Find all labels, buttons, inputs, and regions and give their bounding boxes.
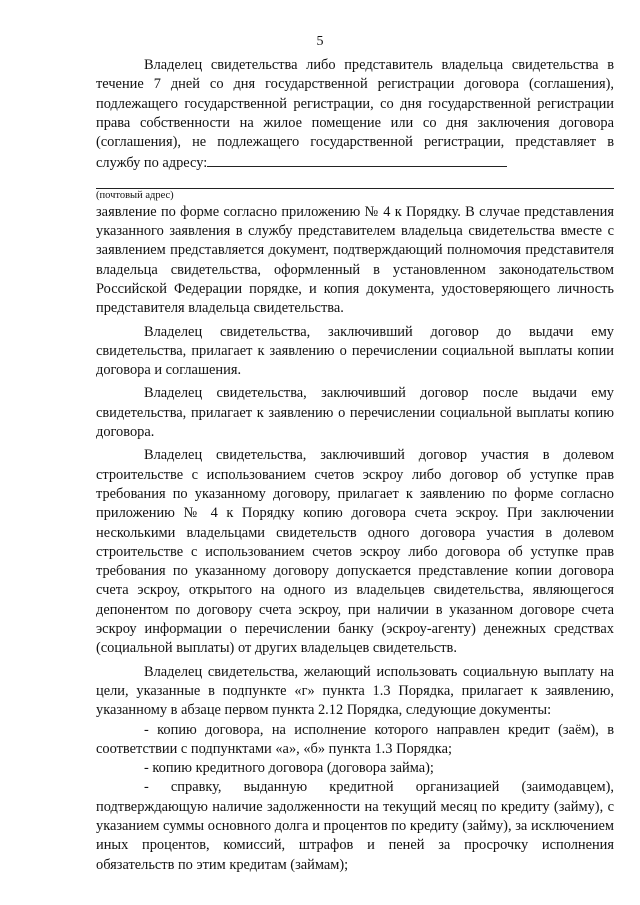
paragraph-escrow: Владелец свидетельства, заключивший договор участия в долевом строительстве с использованием счетов эскроу либо договор об уступке прав требования по указанному договору, прилагает к заявлению по форме согласно приложению № 4 к Порядку копию договора счета эскроу. При заключении несколькими владельцами свидетельств одного договора участия в долевом строительстве с использованием счетов эскроу либо договора об уступке прав требования по указанному договору допускается представление копии договора счета эскроу, открытого на одного из владельцев свидетельства, являющегося депонентом по договору счета эскроу, при наличии в указанном договоре счета эскроу информации о перечислении банку (эскроу-агенту) денежных средствах (социальной выплаты) от других владельцев свидетельств. bbox=[96, 447, 614, 657]
paragraph-application: заявление по форме согласно приложению № 4 к Порядку. В случае представления указанного заявления в службу представителем владельца свидетельства вместе с заявлением представляется документ, подтверждающий полномочия представителя владельца свидетельства, оформленный в установленном законодательством Российской Федерации порядке, и копия документа, удостоверяющего личность представителя владельца свидетельства. bbox=[96, 203, 614, 317]
paragraph-submission-text: Владелец свидетельства либо представитель владельца свидетельства в течение 7 дней со дня государственной регистрации договора (соглашения), подлежащего государственной регистрации, со дня государственной регистрации права собственности на жилое помещение или со дня заключения договора (соглашения), не подлежащего государственной регистрации, представляет в службу по адресу: bbox=[96, 57, 614, 172]
address-caption: (почтовый адрес) bbox=[96, 189, 174, 201]
document-body bbox=[96, 56, 614, 875]
page-number: 5 bbox=[316, 34, 324, 49]
paragraph-loan-purpose: Владелец свидетельства, желающий использовать социальную выплату на цели, указанные в подпункте «г» пункта 1.3 Порядка, прилагает к заявлению, указанному в абзаце первом пункта 2.12 Порядка, следующие документы: bbox=[96, 663, 614, 719]
list-item-contract-copy: - копию договора, на исполнение которого направлен кредит (заём), в соответствии с подпунктами «а», «б» пункта 1.3 Порядка; bbox=[96, 721, 614, 757]
paragraph-submission bbox=[96, 56, 614, 174]
list-item-debt-certificate: - справку, выданную кредитной организацией (заимодавцем), подтверждающую наличие задолженности на текущий месяц по кредиту (займу), с указанием суммы основного долга и процентов по кредиту (займу), за исключением иных процентов, комиссий, штрафов и пеней за просрочку исполнения обязательств по этим кредитам (займам); bbox=[96, 779, 614, 873]
list-item-loan-agreement: - копию кредитного договора (договора займа); bbox=[144, 760, 434, 777]
paragraph-contract-after: Владелец свидетельства, заключивший договор после выдачи ему свидетельства, прилагает к заявлению о перечислении социальной выплаты копию договора. bbox=[96, 385, 614, 441]
address-continuation-line bbox=[96, 178, 614, 189]
address-fill-line bbox=[207, 152, 507, 167]
paragraph-contract-before: Владелец свидетельства, заключивший договор до выдачи ему свидетельства, прилагает к заявлению о перечислении социальной выплаты копии договора и соглашения. bbox=[96, 323, 614, 379]
